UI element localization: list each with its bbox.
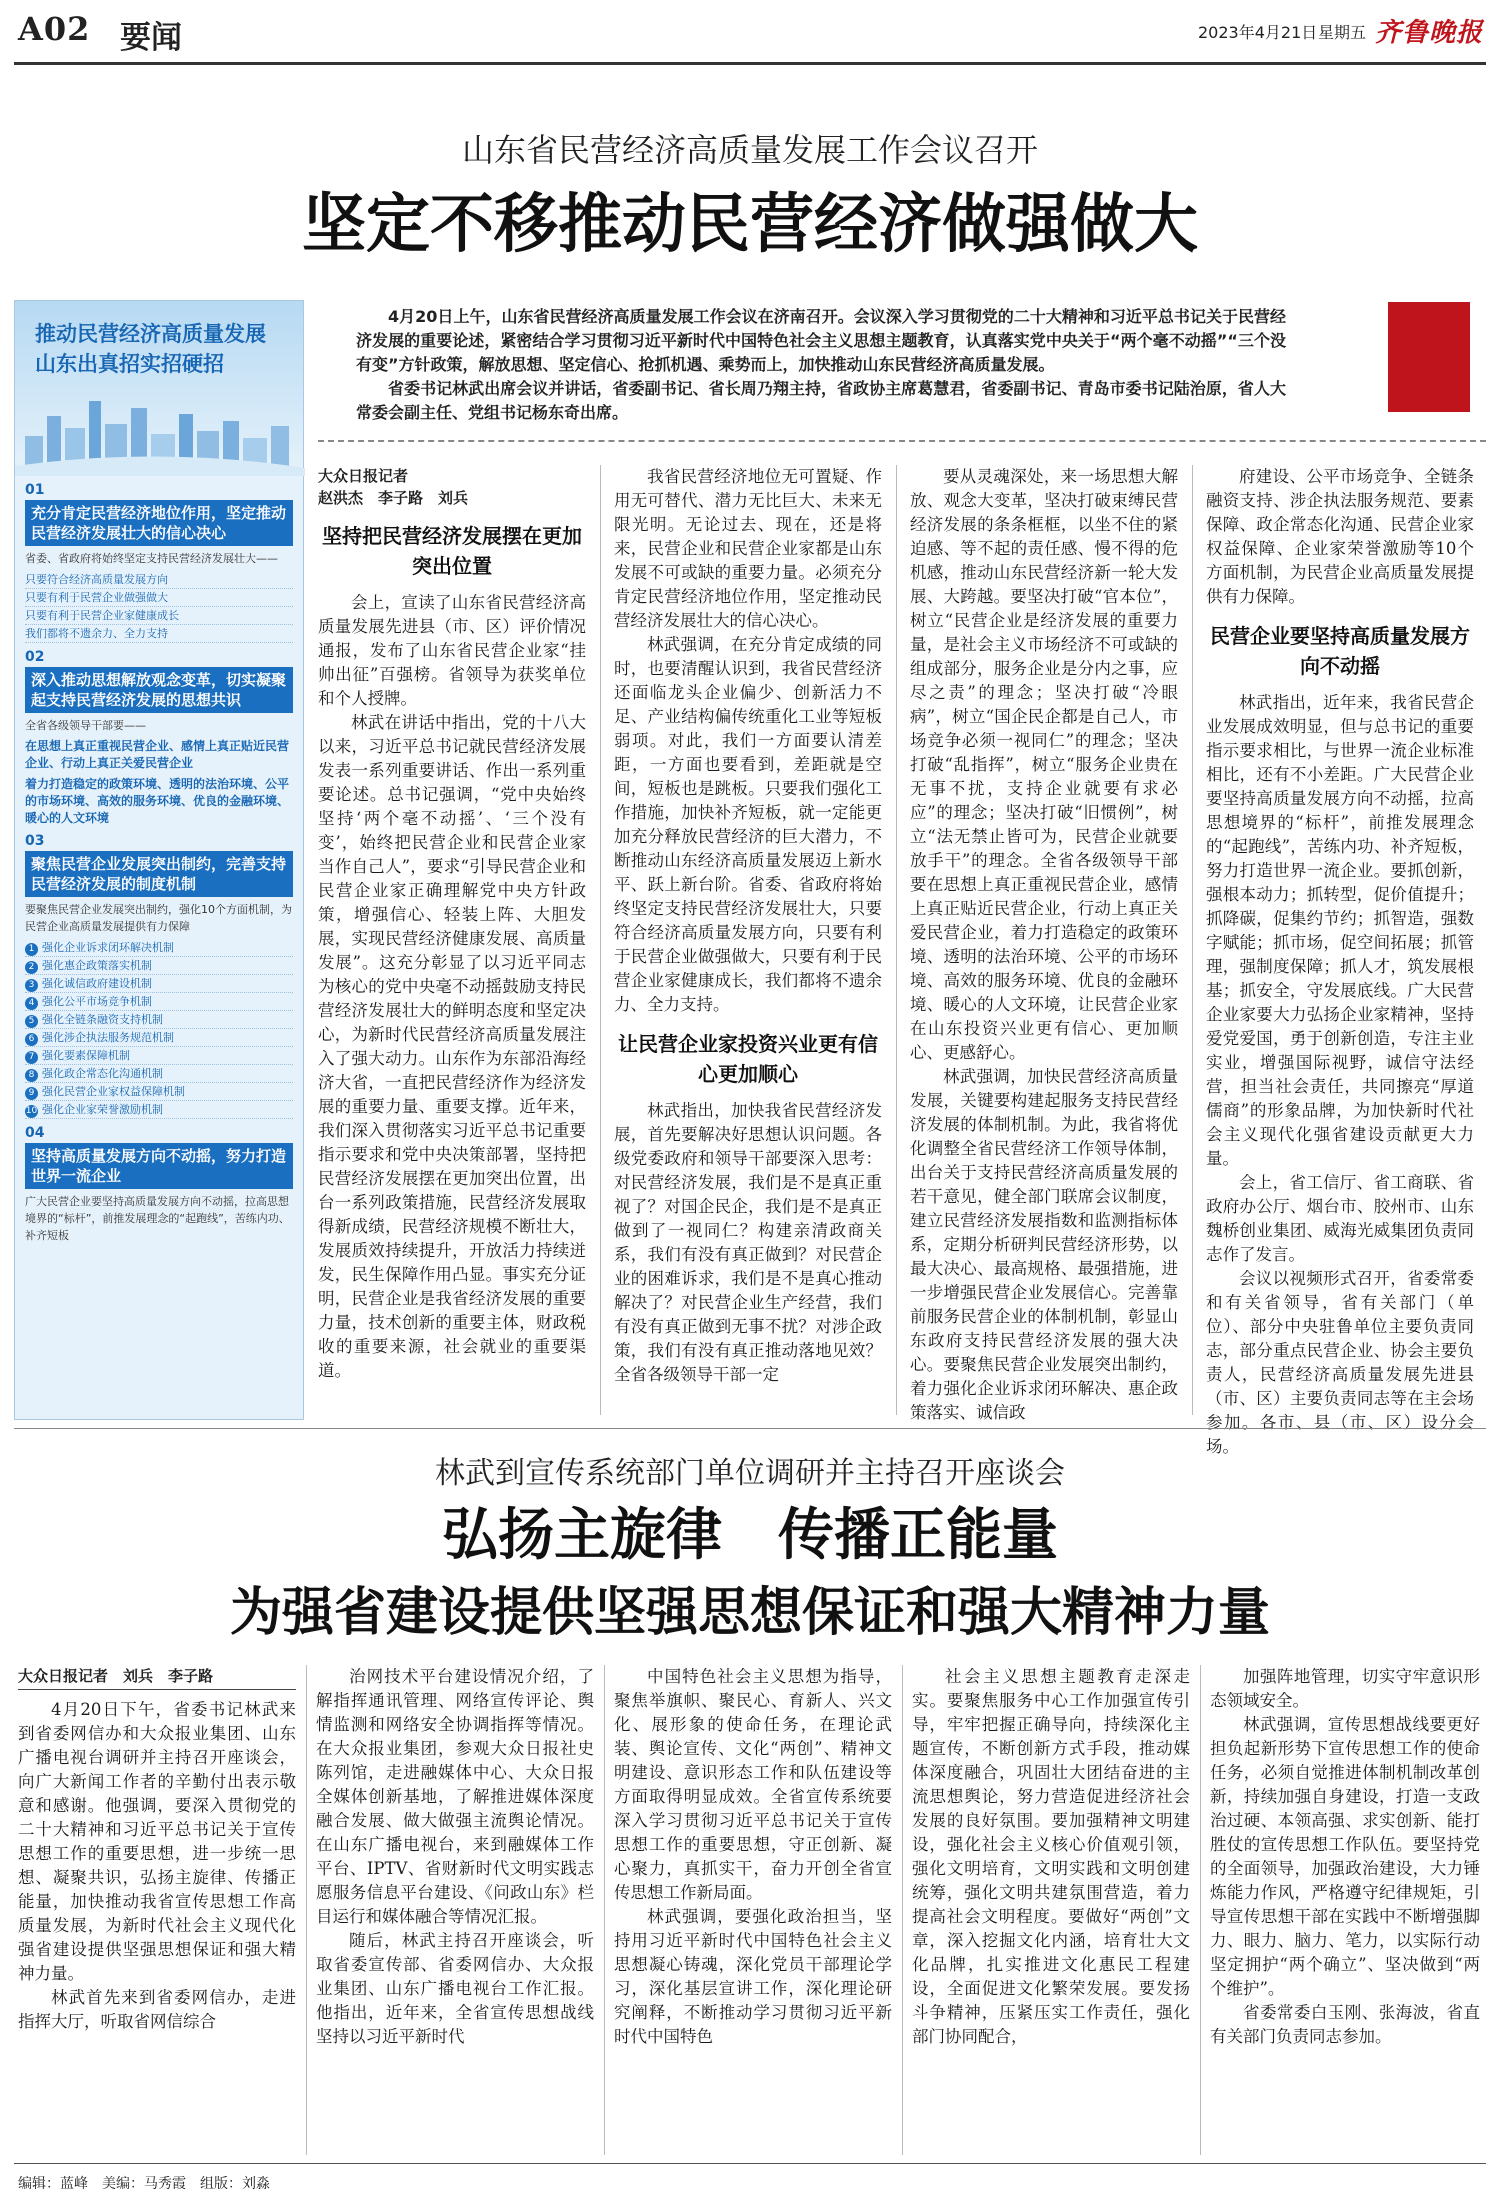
- paragraph: 要从灵魂深处，来一场思想大解放、观念大变革，坚决打破束缚民营经济发展的条条框框，以坐不住的紧迫感、等不起的责任感、慢不得的危机感，推动山东民营经济新一轮大发展、大跨越。要坚决打破“官本位”，树立“民营企业是经济发展的重要力量，是社会主义市场经济不可或缺的组成部分，服务企业是分内之事，应尽之责”的理念；坚决打破“冷眼病”，树立“国企民企都是自己人，市场竞争必须一视同仁”的理念；坚决打破“乱指挥”，树立“服务企业贵在无事不扰，支持企业就要有求必应”的理念；坚决打破“旧惯例”，树立“法无禁止皆可为，民营企业就要放手干”的理念。全省各级领导干部要在思想上真正重视民营企业，感情上真正贴近民营企业，行动上真正关爱民营企业，着力打造稳定的政策环境、透明的法治环境、公平的市场环境、高效的服务环境、优良的金融环境、暖心的人文环境，让民营企业家在山东投资兴业更有信心、更加顺心、更感舒心。: [910, 467, 1178, 1062]
- list-item-label: 强化企业诉求闭环解决机制: [42, 941, 174, 954]
- article2-column-5: [1210, 1665, 1480, 2155]
- list-item: [25, 1083, 293, 1101]
- list-item: [25, 1011, 293, 1029]
- footer-rule: [14, 2163, 1486, 2164]
- issue-weekday: 星期五: [1318, 23, 1367, 42]
- list-item-label: 强化惠企政策落实机制: [42, 959, 152, 972]
- list-item-label: 强化公平市场竞争机制: [42, 995, 152, 1008]
- sidebar-title: [35, 319, 266, 379]
- section-text: 着力打造稳定的政策环境、透明的法治环境、公平的市场环境、高效的服务环境、优良的金融环境、暖心的人文环境: [25, 777, 290, 825]
- article1-lead: [356, 305, 1286, 425]
- byline-label: 大众日报记者: [318, 467, 409, 485]
- list-item-label: 强化全链条融资支持机制: [42, 1013, 163, 1026]
- number-badge: 9: [25, 1087, 38, 1100]
- paragraph: 我省民营经济地位无可置疑、作用无可替代、潜力无比巨大、未来无限光明。无论过去、现在，还是将来，民营企业和民营企业家都是山东发展不可或缺的重要力量。必须充分肯定民营经济地位作用，坚定推动民营经济发展壮大的信心决心。: [614, 467, 882, 630]
- article2-column-4: [912, 1665, 1190, 2155]
- list-item: 只要符合经济高质量发展方向: [25, 571, 293, 589]
- paragraph: 林武强调，要强化政治担当，坚持用习近平新时代中国特色社会主义思想凝心铸魂，深化党员干部理论学习，深化基层宣讲工作，深化理论研究阐释，不断推动学习贯彻习近平新时代中国特色: [614, 1907, 892, 2046]
- paragraph: 林武强调，宣传思想战线要更好担负起新形势下宣传思想工作的使命任务，必须自觉推进体制机制改革创新，持续加强自身建设，打造一支政治过硬、本领高强、求实创新、能打胜仗的宣传思想工作队伍。要坚持党的全面领导，加强政治建设，大力锤炼能力作风，严格遵守纪律规矩，引导宣传思想干部在实践中不断增强脚力、眼力、脑力、笔力，以实际行动坚定拥护“两个确立”、坚决做到“两个维护”。: [1210, 1715, 1480, 1998]
- sidebar-section-2: [25, 649, 293, 827]
- number-badge: 2: [25, 961, 38, 974]
- column-divider: [896, 465, 897, 1415]
- section-number: 01: [25, 482, 45, 498]
- list-item-label: 强化诚信政府建设机制: [42, 977, 152, 990]
- lead-paragraph: 4月20日上午，山东省民营经济高质量发展工作会议在济南召开。会议深入学习贯彻党的二十大精神和习近平总书记关于民营经济发展的重要论述，紧密结合学习贯彻习近平新时代中国特色社会主义思想主题教育，认真落实党中央关于“两个毫不动摇”“三个没有变”方针政策，解放思想、坚定信心、抢抓机遇、乘势而上，加快推动山东民营经济高质量发展。: [356, 307, 1286, 374]
- section-list: [25, 939, 293, 1119]
- section-heading: 充分肯定民营经济地位作用，坚定推动民营经济发展壮大的信心决心: [25, 500, 293, 546]
- section-heading: 聚焦民营企业发展突出制约，完善支持民营经济发展的制度机制: [25, 851, 293, 897]
- byline: 大众日报记者 刘兵 李子路: [18, 1665, 296, 1690]
- editor-credits: 编辑：蓝峰 美编：马秀霞 组版：刘淼: [18, 2176, 270, 2192]
- article1-column-1: [318, 465, 586, 1415]
- section-heading: 深入推动思想解放观念变革，切实凝聚起支持民营经济发展的思想共识: [25, 667, 293, 713]
- list-item-label: 强化政企常态化沟通机制: [42, 1067, 163, 1080]
- list-item: [25, 993, 293, 1011]
- section-number: 03: [25, 833, 45, 849]
- list-item: [25, 1065, 293, 1083]
- list-item-label: 强化涉企执法服务规范机制: [42, 1031, 174, 1044]
- paragraph: 随后，林武主持召开座谈会，听取省委宣传部、省委网信办、大众报业集团、山东广播电视台工作汇报。他指出，近年来，全省宣传思想战线坚持以习近平新时代: [316, 1931, 594, 2046]
- list-item: [25, 1101, 293, 1119]
- section-text: 广大民营企业要坚持高质量发展方向不动摇，拉高思想境界的“标杆”，前推发展理念的“起跑线”，苦练内功、补齐短板: [25, 1195, 290, 1242]
- list-item: 只要有利于民营企业家健康成长: [25, 607, 293, 625]
- lead-divider: [318, 440, 1486, 442]
- list-item: 只要有利于民营企业做强做大: [25, 589, 293, 607]
- paragraph: 林武首先来到省委网信办，走进指挥大厅，听取省网信综合: [18, 1988, 296, 2031]
- section-number: 04: [25, 1125, 45, 1141]
- list-item-label: 强化民营企业家权益保障机制: [42, 1085, 185, 1098]
- sidebar-title-line: 推动民营经济高质量发展: [35, 321, 266, 346]
- number-badge: 1: [25, 943, 38, 956]
- list-item: 我们都将不遗余力、全力支持: [25, 625, 293, 643]
- sidebar-section-4: [25, 1125, 293, 1244]
- sidebar-section-1: [25, 482, 293, 643]
- paragraph: 府建设、公平市场竞争、全链条融资支持、涉企执法服务规范、要素保障、政企常态化沟通、民营企业家权益保障、企业家荣誉激励等10个方面机制，为民营企业高质量发展提供有力保障。: [1206, 467, 1474, 606]
- article2-column-3: [614, 1665, 892, 2155]
- section-list: [25, 571, 293, 643]
- column-divider: [600, 465, 601, 1415]
- paragraph: 加强阵地管理，切实守牢意识形态领域安全。: [1210, 1667, 1480, 1710]
- list-item: [25, 1047, 293, 1065]
- subheading: 让民营企业家投资兴业更有信心更加顺心: [618, 1032, 878, 1086]
- column-divider: [1200, 1665, 1201, 2155]
- red-stamp-decoration: [1388, 302, 1470, 412]
- city-skyline-icon: [15, 386, 305, 476]
- paragraph: 省委常委白玉刚、张海波，省直有关部门负责同志参加。: [1210, 2003, 1480, 2046]
- section-text: 要聚焦民营企业发展突出制约，强化10个方面机制，为民营企业高质量发展提供有力保障: [25, 903, 292, 933]
- list-item: [25, 975, 293, 993]
- paragraph: 4月20日下午，省委书记林武来到省委网信办和大众报业集团、山东广播电视台调研并主持召开座谈会，向广大新闻工作者的辛勤付出表示敬意和感谢。他强调，要深入贯彻党的二十大精神和习近平总书记关于宣传思想工作的重要思想，进一步统一思想、凝聚共识，弘扬主旋律、传播正能量，加快推动我省宣传思想工作高质量发展，为新时代社会主义现代化强省建设提供坚强思想保证和强大精神力量。: [18, 1700, 296, 1983]
- paragraph: 林武指出，加快我省民营经济发展，首先要解决好思想认识问题。各级党委政府和领导干部要深入思考：对民营经济发展，我们是不是真正重视了？对国企民企，我们是不是真正做到了一视同仁？构建亲清政商关系，我们有没有真正做到？对民营企业的困难诉求，我们是不是真心推动解决了？对民营企业生产经营，我们有没有真正做到无事不扰？对涉企政策，我们有没有真正推动落地见效？全省各级领导干部一定: [614, 1101, 882, 1384]
- number-badge: 4: [25, 997, 38, 1010]
- number-badge: 7: [25, 1051, 38, 1064]
- list-item: [25, 939, 293, 957]
- section-text: 在思想上真正重视民营企业、感情上真正贴近民营企业、行动上真正关爱民营企业: [25, 739, 290, 770]
- paragraph: 社会主义思想主题教育走深走实。要聚焦服务中心工作加强宣传引导，牢牢把握正确导向，持续深化主题宣传，不断创新方式手段，推动媒体深度融合，巩固壮大团结奋进的主流思想舆论，努力营造促进经济社会发展的良好氛围。要加强精神文明建设，强化社会主义核心价值观引领，强化文明培育，文明实践和文明创建统筹，强化文明共建氛围营造，着力提高社会文明程度。要做好“两创”文章，深入挖掘文化内涵，培育壮大文化品牌，扎实推进文化惠民工程建设，全面促进文化繁荣发展。要发扬斗争精神，压紧压实工作责任，强化部门协同配合，: [912, 1667, 1190, 2046]
- column-divider: [1192, 465, 1193, 1415]
- paragraph: 中国特色社会主义思想为指导，聚焦举旗帜、聚民心、育新人、兴文化、展形象的使命任务，在理论武装、舆论宣传、文化“两创”、精神文明建设、意识形态工作和队伍建设等方面取得明显成效。全省宣传系统要深入学习贯彻习近平总书记关于宣传思想工作的重要思想，守正创新、凝心聚力，真抓实干，奋力开创全省宣传思想工作新局面。: [614, 1667, 892, 1902]
- sidebar-section-3: [25, 833, 293, 1119]
- paragraph: 会上，省工信厅、省工商联、省政府办公厅、烟台市、胶州市、山东魏桥创业集团、威海光威集团负责同志作了发言。: [1206, 1173, 1474, 1264]
- paragraph: 林武强调，在充分肯定成绩的同时，也要清醒认识到，我省民营经济还面临龙头企业偏少、创新活力不足、产业结构偏传统重化工业等短板弱项。对此，我们一方面要认清差距，一方面也要看到，差距就是空间，短板也是跳板。只要我们强化工作措施，加快补齐短板，就一定能更加充分释放民营经济的巨大潜力，不断推动山东经济高质量发展迈上新水平、跃上新台阶。省委、省政府将始终坚定支持民营经济发展壮大，只要符合经济高质量发展方向，只要有利于民营企业做强做大，只要有利于民营企业家健康成长，我们都将不遗余力、全力支持。: [614, 635, 882, 1014]
- sidebar-title-line: 山东出真招实招硬招: [35, 351, 224, 376]
- sidebar-banner: [15, 301, 303, 476]
- number-badge: 8: [25, 1069, 38, 1082]
- column-divider: [902, 1665, 903, 2155]
- article1-kicker: 山东省民营经济高质量发展工作会议召开: [461, 131, 1038, 169]
- paragraph: 会上，宣读了山东省民营经济高质量发展先进县（市、区）评价情况通报，发布了山东省民营企业家“挂帅出征”百强榜。省领导为获奖单位和个人授牌。: [318, 593, 586, 708]
- article1-column-3: [910, 465, 1178, 1422]
- byline-names: 赵洪杰 李子路 刘兵: [318, 489, 469, 507]
- list-item: [25, 957, 293, 975]
- subheading: 坚持把民营经济发展摆在更加突出位置: [322, 524, 582, 578]
- number-badge: 5: [25, 1015, 38, 1028]
- section-name: 要闻: [120, 20, 182, 56]
- section-heading: 坚持高质量发展方向不动摇，努力打造世界一流企业: [25, 1143, 293, 1189]
- subheading: 民营企业要坚持高质量发展方向不动摇: [1210, 624, 1470, 678]
- page-number: A02: [18, 10, 91, 48]
- section-text: 省委、省政府将始终坚定支持民营经济发展壮大——: [25, 552, 278, 565]
- sidebar-infographic: [14, 300, 304, 1420]
- list-item-label: 强化企业家荣誉激励机制: [42, 1103, 163, 1116]
- article2-column-1: [18, 1665, 296, 2155]
- article1-column-4: [1206, 465, 1474, 1456]
- paragraph: 林武指出，近年来，我省民营企业发展成效明显，但与总书记的重要指示要求相比，与世界一流企业标准相比，还有不小差距。广大民营企业要坚持高质量发展方向不动摇，拉高思想境界的“标杆”，前推发展理念的“起跑线”，苦练内功、补齐短板，努力打造世界一流企业。要抓创新，强根本动力；抓转型，促价值提升；抓降碳，促集约节约；抓智造，强数字赋能；抓市场，促空间拓展；抓管理，强制度保障；抓人才，筑发展根基；抓安全，守发展底线。广大民营企业家要大力弘扬企业家精神，坚持爱党爱国，勇于创新创造，专注主业实业，增强国际视野，诚信守法经营，担当社会责任，共同擦亮“厚道儒商”的形象品牌，为加快新时代社会主义现代化强省建设贡献更大力量。: [1206, 693, 1474, 1168]
- number-badge: 6: [25, 1033, 38, 1046]
- article1-column-2: [614, 465, 882, 1415]
- column-divider: [306, 1665, 307, 2155]
- paragraph: 林武强调，加快民营经济高质量发展，关键要构建起服务支持民营经济发展的体制机制。为此，我省将优化调整全省民营经济工作领导体制，出台关于支持民营经济高质量发展的若干意见，健全部门联席会议制度，建立民营经济发展指数和监测指标体系，定期分析研判民营经济形势，以最大决心、最高规格、最强措施，进一步增强民营企业发展信心。完善靠前服务民营企业的体制机制，彰显山东政府支持民营经济发展的强大决心。要聚焦民营企业发展突出制约，着力强化企业诉求闭环解决、惠企政策落实、诚信政: [910, 1067, 1178, 1422]
- article2-headline-1: 弘扬主旋律 传播正能量: [442, 1502, 1058, 1568]
- paragraph: 会议以视频形式召开，省委常委和有关省领导，省有关部门（单位）、部分中央驻鲁单位主要负责同志，部分重点民营企业、协会主要负责人，民营经济高质量发展先进县（市、区）主要负责同志等在主会场参加。各市、县（市、区）设分会场。: [1206, 1269, 1474, 1456]
- list-item-label: 强化要素保障机制: [42, 1049, 130, 1062]
- issue-date: 2023年4月21日: [1198, 23, 1318, 42]
- article1-headline: 坚定不移推动民营经济做强做大: [302, 187, 1198, 262]
- article-separator: [14, 1428, 1486, 1429]
- article2-kicker: 林武到宣传系统部门单位调研并主持召开座谈会: [435, 1456, 1065, 1491]
- lead-paragraph: 省委书记林武出席会议并讲话，省委副书记、省长周乃翔主持，省政协主席葛慧君，省委副书记、青岛市委书记陆治原，省人大常委会副主任、党组书记杨东奇出席。: [356, 379, 1286, 422]
- column-divider: [604, 1665, 605, 2155]
- section-text: 全省各级领导干部要——: [25, 719, 146, 732]
- article2-headline-2: 为强省建设提供坚强思想保证和强大精神力量: [229, 1582, 1270, 1643]
- newspaper-logo: 齐鲁晚报: [1375, 18, 1484, 48]
- list-item: [25, 1029, 293, 1047]
- section-number: 02: [25, 649, 45, 665]
- article2-column-2: [316, 1665, 594, 2155]
- number-badge: 10: [25, 1106, 38, 1116]
- paragraph: 林武在讲话中指出，党的十八大以来，习近平总书记就民营经济发展发表一系列重要讲话、作出一系列重要论述。总书记强调，“党中央始终坚持‘两个毫不动摇’、‘三个没有变’，始终把民营企业和民营企业家当作自己人”，要求“引导民营企业和民营企业家正确理解党中央方针政策，增强信心、轻装上阵、大胆发展，实现民营经济健康发展、高质量发展”。这充分彰显了以习近平同志为核心的党中央毫不动摇鼓励支持民营经济发展壮大的鲜明态度和坚定决心，为新时代民营经济高质量发展注入了强大动力。山东作为东部沿海经济大省，一直把民营经济作为经济发展的重要力量、重要支撑。近年来，我们深入贯彻落实习近平总书记重要指示要求和党中央决策部署，坚持把民营经济发展摆在更加突出位置，出台一系列政策措施，民营经济发展取得新成绩，民营经济规模不断壮大，发展质效持续提升，开放活力持续迸发，民生保障作用凸显。事实充分证明，民营企业是我省经济发展的重要力量，技术创新的重要主体，财政税收的重要来源，社会就业的重要渠道。: [318, 713, 586, 1380]
- paragraph: 治网技术平台建设情况介绍，了解指挥通讯管理、网络宣传评论、舆情监测和网络安全协调指挥等情况。在大众报业集团，参观大众日报社史陈列馆，走进融媒体中心、大众日报全媒体创新基地，了解推进媒体深度融合发展、做大做强主流舆论情况。在山东广播电视台，来到融媒体工作平台、IPTV、省财新时代文明实践志愿服务信息平台建设、《问政山东》栏目运行和媒体融合等情况汇报。: [316, 1667, 594, 1926]
- number-badge: 3: [25, 979, 38, 992]
- header-rule: [14, 62, 1486, 65]
